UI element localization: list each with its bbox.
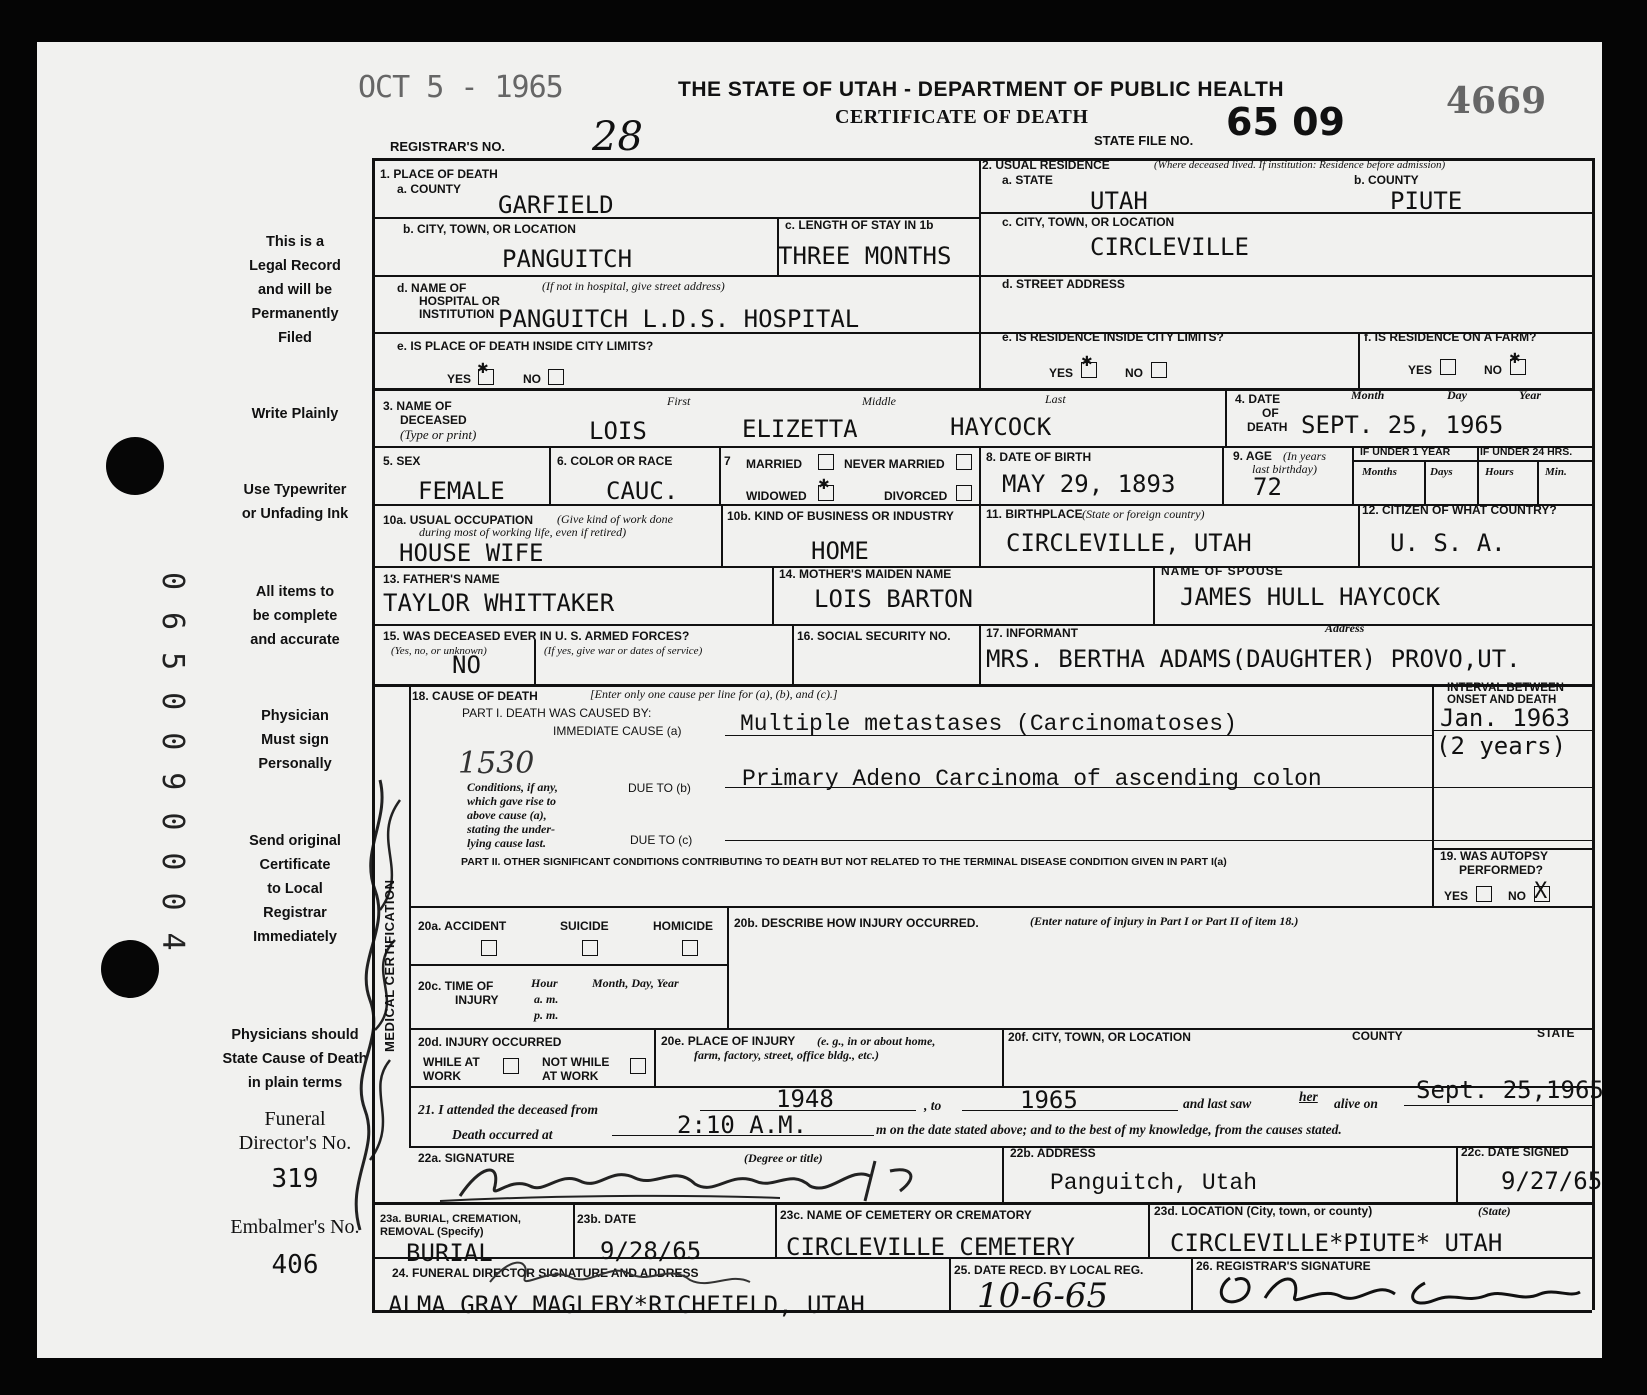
f25-label: 25. DATE RECD. BY LOCAL REG. <box>954 1263 1144 1277</box>
line <box>792 624 794 684</box>
line <box>1424 460 1426 504</box>
f20-state-label: STATE <box>1537 1026 1575 1040</box>
year-label: Year <box>1519 388 1541 402</box>
attended-to: 1965 <box>1020 1086 1078 1114</box>
line <box>1191 1257 1193 1310</box>
line <box>1477 446 1479 504</box>
f2-inside-label: e. IS RESIDENCE INSIDE CITY LIMITS? <box>1002 330 1224 344</box>
cause-a: Multiple metastases (Carcinomatoses) <box>740 711 1237 737</box>
autopsy-yes-checkbox[interactable] <box>1476 886 1492 902</box>
burial-date: 9/28/65 <box>600 1237 702 1265</box>
f1-label: 1. PLACE OF DEATH <box>380 167 498 181</box>
physician-signature <box>420 1156 940 1206</box>
line <box>979 158 981 388</box>
f2-no-label: NO <box>1125 366 1143 380</box>
hours-label: Hours <box>1485 466 1514 478</box>
received-stamp: OCT 5 - 1965 <box>358 70 563 105</box>
due-c-label: DUE TO (c) <box>630 833 693 847</box>
line <box>1352 460 1592 462</box>
date-of-death: SEPT. 25, 1965 <box>1301 411 1504 439</box>
f22a-label: 22a. SIGNATURE <box>418 1151 515 1165</box>
line <box>1456 1146 1458 1202</box>
f5-label: 5. SEX <box>383 454 421 468</box>
check-mark: ✱ <box>1081 354 1093 370</box>
line <box>372 684 1592 687</box>
f23b-label: 23b. DATE <box>577 1212 637 1226</box>
side-legal-record: This is a Legal Record and will be Permanently Filed <box>249 234 341 346</box>
armed-forces: NO <box>452 651 481 679</box>
side-typewriter: Use Typewriter or Unfading Ink <box>241 482 349 522</box>
due-b-label: DUE TO (b) <box>628 781 691 795</box>
cause-b: Primary Adeno Carcinoma of ascending colon <box>742 766 1322 792</box>
alive-on-label: alive on <box>1334 1096 1378 1111</box>
first-name: LOIS <box>589 417 647 445</box>
date-signed: 9/27/65 <box>1501 1167 1603 1195</box>
her-label: her <box>1299 1089 1318 1104</box>
f2-state-label: a. STATE <box>1002 173 1053 187</box>
fathers-name: TAYLOR WHITTAKER <box>383 589 615 617</box>
line <box>1002 1146 1004 1202</box>
f10a-note-2: during most of working life, even if retired) <box>419 525 627 539</box>
line <box>775 1202 777 1257</box>
line <box>409 1086 1592 1088</box>
form-left-border <box>372 158 375 1310</box>
f23c-label: 23c. NAME OF CEMETERY OR CREMATORY <box>780 1208 1032 1222</box>
disposition: BURIAL <box>406 1239 493 1267</box>
f2-note: (Where deceased lived. If institution: Residence before admission) <box>1154 159 1446 171</box>
form-right-border <box>1592 158 1595 1310</box>
interval-label-1: INTERVAL BETWEEN <box>1447 682 1564 694</box>
occupation: HOUSE WIFE <box>399 539 544 567</box>
side-complete: All items to be complete and accurate <box>250 584 340 648</box>
f13-label: 13. FATHER'S NAME <box>383 572 500 586</box>
medical-certification-label: MEDICAL CERTIFICATION <box>382 879 397 1052</box>
while-work-2: WORK <box>423 1069 461 1083</box>
mothers-name: LOIS BARTON <box>814 585 973 613</box>
attended-label: 21. I attended the deceased from <box>418 1102 598 1117</box>
am-label: a. m. <box>534 992 559 1006</box>
informant: MRS. BERTHA ADAMS(DAUGHTER) PROVO,UT. <box>986 645 1521 673</box>
funeral-director-label: Funeral Director's No. <box>238 1108 352 1154</box>
f3-label-2: DECEASED <box>400 413 467 427</box>
last-saw-label: and last saw <box>1183 1096 1252 1111</box>
line <box>1148 1202 1150 1257</box>
line <box>372 275 1592 277</box>
line <box>573 1202 575 1257</box>
spouse-name: JAMES HULL HAYCOCK <box>1180 583 1441 611</box>
line <box>772 566 774 624</box>
interval-1: Jan. 1963 <box>1440 704 1571 732</box>
f10b-label: 10b. KIND OF BUSINESS OR INDUSTRY <box>727 509 954 523</box>
vertical-serial-number: 0650090004 <box>155 572 190 973</box>
f23a-label-1: 23a. BURIAL, CREMATION, <box>380 1213 521 1225</box>
line <box>721 504 723 566</box>
line <box>725 840 1592 841</box>
death-inside-no-checkbox[interactable] <box>548 369 564 385</box>
occurred-label: Death occurred at <box>452 1127 553 1142</box>
check-mark: ✱ <box>477 361 489 377</box>
autopsy-no-label: NO <box>1508 889 1526 903</box>
f2-city-label: c. CITY, TOWN, OR LOCATION <box>1002 215 1175 229</box>
knowledge-statement: m on the date stated above; and to the best of my knowledge, from the causes stated. <box>876 1122 1342 1137</box>
f12-label: 12. CITIZEN OF WHAT COUNTRY? <box>1362 503 1557 517</box>
line <box>1002 1028 1004 1086</box>
line <box>979 446 981 566</box>
length-of-stay: THREE MONTHS <box>778 242 952 270</box>
citizenship: U. S. A. <box>1390 529 1506 557</box>
f1-inside-label: e. IS PLACE OF DEATH INSIDE CITY LIMITS? <box>397 339 654 353</box>
first-label: First <box>667 394 691 408</box>
line <box>949 1257 951 1310</box>
married-label: MARRIED <box>746 457 802 471</box>
f20d-label: 20d. INJURY OCCURRED <box>418 1035 562 1049</box>
f6-label: 6. COLOR OR RACE <box>557 454 673 468</box>
death-time: 2:10 A.M. <box>677 1111 808 1139</box>
f23d-state-note: (State) <box>1478 1204 1511 1218</box>
line <box>1432 684 1434 906</box>
line <box>372 388 1592 391</box>
to-label: , to <box>924 1098 942 1113</box>
line <box>1537 460 1539 504</box>
part2-label: PART II. OTHER SIGNIFICANT CONDITIONS CONTRIBUTING TO DEATH BUT NOT RELATED TO THE TERMINAL DISEASE CONDITION GIVEN IN PART I(a) <box>461 856 1227 868</box>
f20e-note-2: farm, factory, street, office bldg., etc.) <box>694 1048 879 1062</box>
f4-label-1: 4. DATE <box>1235 392 1281 406</box>
page-title: THE STATE OF UTAH - DEPARTMENT OF PUBLIC HEALTH <box>678 78 1285 101</box>
f20c-label-2: INJURY <box>455 993 499 1007</box>
f24-label: 24. FUNERAL DIRECTOR SIGNATURE AND ADDRESS <box>392 1266 699 1280</box>
line <box>1404 1105 1592 1106</box>
f20f-label: 20f. CITY, TOWN, OR LOCATION <box>1008 1030 1191 1044</box>
f1-city-label: b. CITY, TOWN, OR LOCATION <box>403 222 576 236</box>
physician-address: Panguitch, Utah <box>1050 1170 1258 1196</box>
months-label: Months <box>1362 466 1397 478</box>
page-subtitle: CERTIFICATE OF DEATH <box>835 106 1089 128</box>
last-label: Last <box>1045 392 1066 406</box>
middle-label: Middle <box>862 394 896 408</box>
f9-note-2: last birthday) <box>1252 462 1317 476</box>
under-year-label: IF UNDER 1 YEAR <box>1360 446 1451 458</box>
days-label: Days <box>1430 466 1453 478</box>
f4-label-2: OF <box>1262 406 1279 420</box>
death-county: GARFIELD <box>498 191 614 219</box>
f15-label: 15. WAS DECEASED EVER IN U. S. ARMED FORCES? <box>383 629 690 643</box>
f1-county-label: a. COUNTY <box>397 182 462 196</box>
day-label: Day <box>1447 388 1467 402</box>
line <box>1153 566 1155 624</box>
f22c-label: 22c. DATE SIGNED <box>1461 1145 1569 1159</box>
autopsy-yes-label: YES <box>1444 889 1469 903</box>
f3-label-3: (Type or print) <box>400 427 477 442</box>
last-seen-date: Sept. 25,1965 <box>1416 1076 1604 1104</box>
f10a-note-1: (Give kind of work done <box>557 512 673 526</box>
under-day-label: IF UNDER 24 HRS. <box>1480 446 1573 458</box>
side-physician: Physician Must sign Personally <box>258 708 332 772</box>
res-inside-no-checkbox[interactable] <box>1151 362 1167 378</box>
f9-label: 9. AGE <box>1233 449 1272 463</box>
f19-label-1: 19. WAS AUTOPSY <box>1440 849 1549 863</box>
cause-code: 1530 <box>458 746 535 781</box>
f26-label: 26. REGISTRAR'S SIGNATURE <box>1196 1259 1371 1273</box>
accident-label: 20a. ACCIDENT <box>418 919 507 933</box>
f1-no-label: NO <box>523 372 541 386</box>
registrar-no-label: REGISTRAR'S NO. <box>390 139 506 154</box>
f2-county-label: b. COUNTY <box>1354 173 1419 187</box>
f16-label: 16. SOCIAL SECURITY NO. <box>797 629 951 643</box>
line <box>979 212 1592 214</box>
f17-label: 17. INFORMANT <box>986 626 1079 640</box>
f2-yes-label: YES <box>1049 366 1074 380</box>
f3-label-1: 3. NAME OF <box>383 399 452 413</box>
embalmer-no: 406 <box>271 1250 319 1280</box>
divorced-checkbox[interactable] <box>956 485 972 501</box>
date-received: 10-6-65 <box>977 1276 1109 1316</box>
pm-label: p. m. <box>534 1008 559 1022</box>
f1-yes-label: YES <box>447 372 472 386</box>
not-work-2: AT WORK <box>542 1069 599 1083</box>
line <box>549 446 551 504</box>
state-file-label: STATE FILE NO. <box>1094 133 1194 148</box>
side-cause-plain: Physicians should State Cause of Death in plain terms <box>222 1027 368 1091</box>
f20b-note: (Enter nature of injury in Part I or Part II of item 18.) <box>1030 914 1299 928</box>
funeral-director-signature <box>480 1252 760 1292</box>
f18-label: 18. CAUSE OF DEATH <box>412 689 538 703</box>
cemetery: CIRCLEVILLE CEMETERY <box>786 1233 1075 1261</box>
suicide-label: SUICIDE <box>560 919 609 933</box>
f20e-label: 20e. PLACE OF INJURY <box>661 1034 796 1048</box>
married-checkbox[interactable] <box>818 454 834 470</box>
line <box>409 906 1592 908</box>
line <box>719 446 721 504</box>
age: 72 <box>1253 473 1282 501</box>
divorced-label: DIVORCED <box>884 489 948 503</box>
line <box>372 624 1592 626</box>
mdy-label: Month, Day, Year <box>592 976 679 990</box>
f1-hosp-note: (If not in hospital, give street address) <box>542 279 725 293</box>
f1-hosp-label-2: HOSPITAL OR <box>419 294 500 308</box>
homicide-label: HOMICIDE <box>653 919 713 933</box>
date-of-birth: MAY 29, 1893 <box>1002 470 1176 498</box>
line <box>654 1028 656 1086</box>
binder-hole-bottom <box>101 940 159 998</box>
f1-stay-label: c. LENGTH OF STAY IN 1b <box>785 218 934 232</box>
f17-address-label: Address <box>1325 621 1365 635</box>
f10a-label: 10a. USUAL OCCUPATION <box>383 513 534 527</box>
f1-hosp-label-3: INSTITUTION <box>419 307 495 321</box>
residence-city: CIRCLEVILLE <box>1090 233 1249 261</box>
month-label: Month <box>1351 388 1385 402</box>
f2-farm-no-label: NO <box>1484 363 1502 377</box>
check-mark: ✱ <box>818 477 830 493</box>
residence-state: UTAH <box>1090 187 1148 215</box>
line <box>409 1028 1592 1030</box>
f2-label: 2. USUAL RESIDENCE <box>982 158 1110 172</box>
f9-note-1: (In years <box>1283 449 1326 463</box>
race: CAUC. <box>606 477 679 505</box>
attended-from: 1948 <box>776 1085 834 1113</box>
interval-2: (2 years) <box>1436 732 1567 760</box>
line <box>534 640 536 684</box>
accident-checkbox[interactable] <box>481 940 497 956</box>
f2-farm-label: f. IS RESIDENCE ON A FARM? <box>1364 330 1537 344</box>
line <box>1352 446 1354 504</box>
min-label: Min. <box>1545 466 1567 478</box>
line <box>409 1146 1592 1148</box>
registrar-signature <box>1210 1268 1590 1312</box>
line <box>409 684 411 1146</box>
degree-label: (Degree or title) <box>744 1151 823 1165</box>
f11-note: (State or foreign country) <box>1082 507 1205 521</box>
f23a-label-2: REMOVAL (Specify) <box>380 1226 484 1238</box>
side-send-original: Send original Certificate to Local Registrar Immediately <box>249 833 341 945</box>
line <box>727 906 729 1028</box>
f1-hosp-label-1: d. NAME OF <box>397 281 467 295</box>
while-at-work-checkbox[interactable] <box>503 1058 519 1074</box>
burial-location: CIRCLEVILLE*PIUTE* UTAH <box>1170 1229 1503 1257</box>
check-mark: ✱ <box>1509 351 1521 367</box>
farm-yes-checkbox[interactable] <box>1440 359 1456 375</box>
death-city: PANGUITCH <box>502 245 633 273</box>
f4-label-3: DEATH <box>1247 420 1288 434</box>
f23d-label: 23d. LOCATION (City, town, or county) <box>1154 1204 1373 1218</box>
f2-farm-yes-label: YES <box>1408 363 1433 377</box>
autopsy-no-mark: X <box>1534 879 1548 904</box>
line <box>1225 388 1227 446</box>
part1-label: PART I. DEATH WAS CAUSED BY: <box>462 706 652 720</box>
not-work-1: NOT WHILE <box>542 1055 610 1069</box>
f14-label: 14. MOTHER'S MAIDEN NAME <box>779 567 952 581</box>
industry: HOME <box>811 537 869 565</box>
suicide-checkbox[interactable] <box>582 940 598 956</box>
f2-street-label: d. STREET ADDRESS <box>1002 277 1125 291</box>
funeral-director: ALMA GRAY MAGLEBY*RICHFIELD, UTAH <box>388 1291 865 1319</box>
immediate-cause-label: IMMEDIATE CAUSE (a) <box>553 724 682 738</box>
registrar-no: 28 <box>592 114 643 160</box>
middle-name: ELIZETTA <box>742 415 858 443</box>
widowed-label: WIDOWED <box>746 489 807 503</box>
sex: FEMALE <box>418 477 505 505</box>
f22b-label: 22b. ADDRESS <box>1010 1146 1096 1160</box>
line <box>372 566 1592 568</box>
while-work-1: WHILE AT <box>423 1055 480 1069</box>
interval-label-2: ONSET AND DEATH <box>1447 694 1557 706</box>
f7-label: 7 <box>724 454 731 468</box>
f8-label: 8. DATE OF BIRTH <box>986 450 1092 464</box>
f19-label-2: PERFORMED? <box>1459 863 1543 877</box>
not-at-work-checkbox[interactable] <box>630 1058 646 1074</box>
birthplace: CIRCLEVILLE, UTAH <box>1006 529 1252 557</box>
last-name: HAYCOCK <box>950 413 1052 441</box>
residence-county: PIUTE <box>1390 187 1463 215</box>
spouse-label: NAME OF SPOUSE <box>1161 564 1284 578</box>
f20e-note-1: (e. g., in or about home, <box>817 1034 936 1048</box>
line <box>1358 332 1360 388</box>
side-write-plainly: Write Plainly <box>251 406 339 422</box>
state-file-no: 65 09 <box>1226 100 1345 144</box>
funeral-director-no: 319 <box>271 1164 319 1194</box>
f15-note-2: (If yes, give war or dates of service) <box>544 645 703 657</box>
f11-label: 11. BIRTHPLACE <box>986 507 1083 521</box>
homicide-checkbox[interactable] <box>682 940 698 956</box>
line <box>409 964 727 966</box>
f15-note-1: (Yes, no, or unknown) <box>391 645 487 657</box>
line <box>979 624 981 684</box>
never-married-checkbox[interactable] <box>956 454 972 470</box>
corner-number: 4669 <box>1446 80 1547 122</box>
f20b-label: 20b. DESCRIBE HOW INJURY OCCURRED. <box>734 916 979 930</box>
f20-county-label: COUNTY <box>1352 1029 1403 1043</box>
embalmer-label: Embalmer's No. <box>230 1216 360 1238</box>
line <box>1222 446 1224 504</box>
hour-label: Hour <box>531 976 558 990</box>
f18-note: [Enter only one cause per line for (a), (b), and (c).] <box>590 687 838 701</box>
hospital-name: PANGUITCH L.D.S. HOSPITAL <box>498 305 860 333</box>
line <box>1358 504 1360 566</box>
never-married-label: NEVER MARRIED <box>844 457 945 471</box>
f20c-label-1: 20c. TIME OF <box>418 979 494 993</box>
binder-hole-top <box>106 437 164 495</box>
conditions-text: Conditions, if any, which gave rise to above cause (a), stating the under- lying cause last. <box>467 780 558 850</box>
